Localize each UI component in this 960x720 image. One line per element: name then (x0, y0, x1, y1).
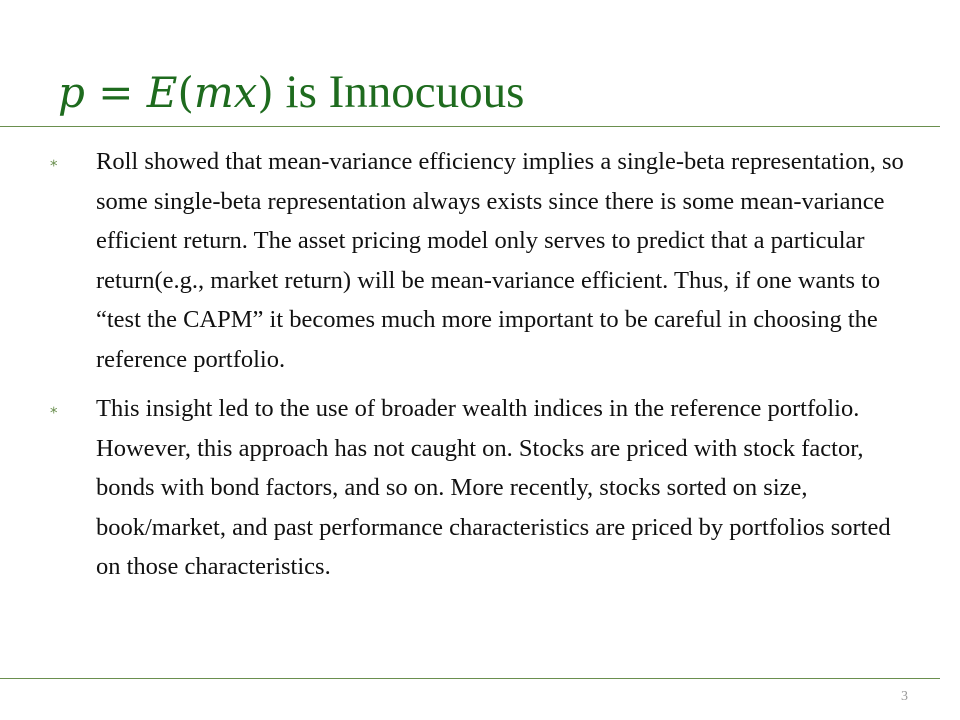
bullet-marker-icon: ⁎ (50, 399, 58, 417)
footer-divider (0, 678, 940, 679)
bullet-item (50, 389, 920, 587)
formula-mx: mx (193, 68, 258, 117)
slide-title (58, 60, 524, 125)
title-divider (0, 126, 940, 127)
page-number: 3 (901, 689, 908, 704)
formula-p: p (58, 68, 85, 117)
title-formula (58, 68, 274, 117)
bullet-list (50, 142, 920, 587)
formula-close-paren: ) (257, 68, 274, 117)
formula-equals: = (84, 68, 147, 117)
bullet-text: Roll showed that mean-variance efficiency implies a single-beta representation, so some single-beta representation always exists since there is some mean-variance efficient return. The asset pricing model only serves to predict that a particular return(e.g., market return) will be mean-variance efficient. Thus, if one wants to “test the CAPM” it becomes much more important to be careful in choosing the reference portfolio. (96, 148, 904, 373)
formula-E: E (146, 68, 178, 117)
bullet-marker-icon: ⁎ (50, 152, 58, 170)
bullet-text: This insight led to the use of broader wealth indices in the reference portfolio. However, this approach has not caught on. Stocks are priced with stock factor, bonds with bond factors, and so on. More recently, stocks sorted on size, book/market, and past performance characteristics are priced by portfolios sorted on those characteristics. (96, 395, 891, 580)
bullet-item (50, 142, 920, 379)
title-text: is Innocuous (273, 66, 525, 118)
formula-open-paren: ( (177, 68, 194, 117)
